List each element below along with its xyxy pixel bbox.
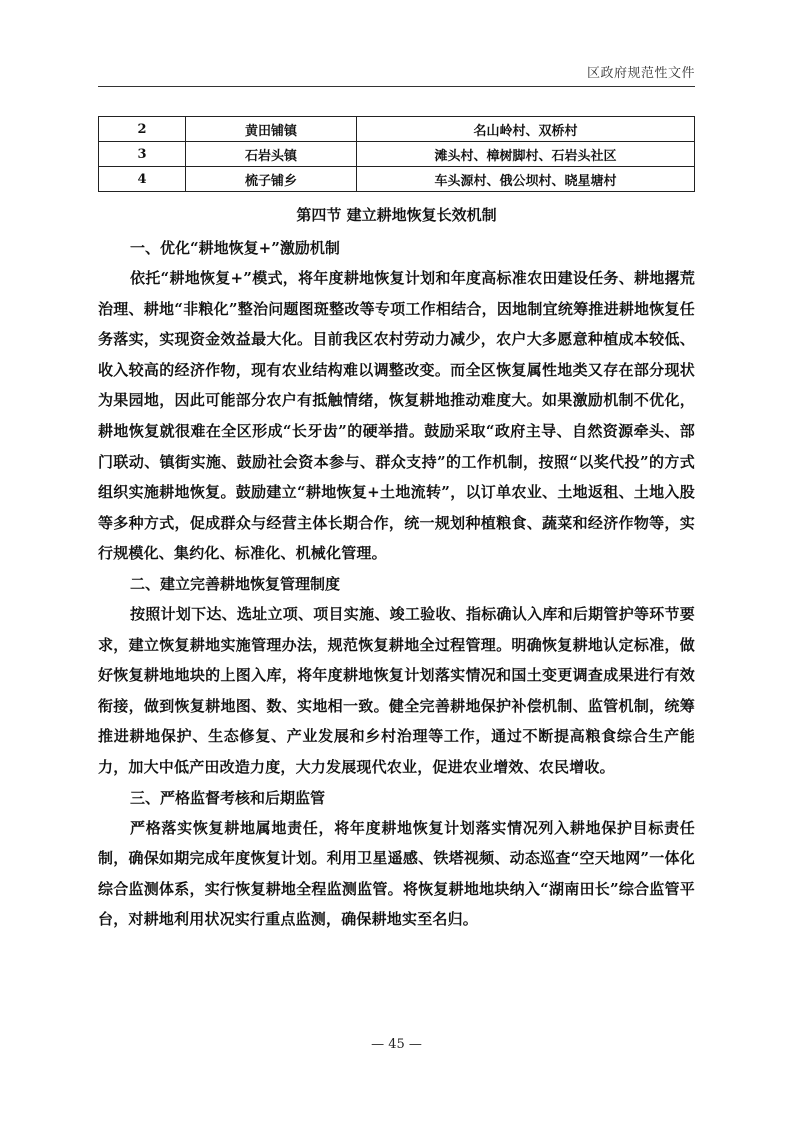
section-title: 第四节 建立耕地恢复长效机制 <box>296 206 497 224</box>
town-name: 黄田铺镇 <box>186 117 357 142</box>
header-rule <box>98 86 695 87</box>
page-number: — 45 — <box>371 1037 422 1052</box>
table-row <box>99 167 695 192</box>
document-body <box>98 198 695 935</box>
town-name: 梳子铺乡 <box>186 167 357 192</box>
subsection-paragraph-1: 依托“耕地恢复+”模式，将年度耕地恢复计划和年度高标准农田建设任务、耕地撂荒治理、耕地“非粮化”整治问题图斑整改等专项工作相结合，因地制宜统筹推进耕地恢复任务落实，实现资金效益最大化。目前我区农村劳动力减少，农户大多愿意种植成本较低、收入较高的经济作物，现有农业结构难以调整改变。而全区恢复属性地类又存在部分现状为果园地，因此可能部分农户有抵触情绪，恢复耕地推动难度大。如果激励机制不优化，耕地恢复就很难在全区形成“长牙齿”的硬举措。鼓励采取“政府主导、自然资源牵头、部门联动、镇街实施、鼓励社会资本参与、群众支持”的工作机制，按照“以奖代投”的方式组织实施耕地恢复。鼓励建立“耕地恢复+土地流转”，以订单农业、土地返租、土地入股等多种方式，促成群众与经营主体长期合作，统一规划种植粮食、蔬菜和经济作物等，实行规模化、集约化、标准化、机械化管理。 <box>98 269 695 563</box>
subsection-paragraph-3: 严格落实恢复耕地属地责任，将年度耕地恢复计划落实情况列入耕地保护目标责任制，确保如期完成年度恢复计划。利用卫星遥感、铁塔视频、动态巡查“空天地网”一体化综合监测体系，实行恢复耕地全程监测监管。将恢复耕地地块纳入“湖南田长”综合监管平台，对耕地利用状况实行重点监测，确保耕地实至名归。 <box>98 818 695 929</box>
village-list: 车头源村、俄公坝村、晓星塘村 <box>357 167 695 192</box>
page-header-label: 区政府规范性文件 <box>586 66 695 81</box>
village-table <box>98 116 695 192</box>
subsection-paragraph-2: 按照计划下达、选址立项、项目实施、竣工验收、指标确认入库和后期管护等环节要求，建立恢复耕地实施管理办法，规范恢复耕地全过程管理。明确恢复耕地认定标准，做好恢复耕地地块的上图入库，将年度耕地恢复计划落实情况和国土变更调查成果进行有效衔接，做到恢复耕地图、数、实地相一致。健全完善耕地保护补偿机制、监管机制，统筹推进耕地保护、生态修复、产业发展和乡村治理等工作，通过不断提高粮食综合生产能力，加大中低产田改造力度，大力发展现代农业，促进农业增效、农民增收。 <box>98 604 695 776</box>
row-number: 2 <box>99 117 186 142</box>
subsection-heading-1: 一、优化“耕地恢复+”激励机制 <box>130 239 340 257</box>
subsection-heading-2: 二、建立完善耕地恢复管理制度 <box>130 574 341 593</box>
subsection-heading-3: 三、严格监督考核和后期监管 <box>130 788 326 807</box>
row-number: 3 <box>99 142 186 167</box>
row-number: 4 <box>99 167 186 192</box>
town-name: 石岩头镇 <box>186 142 357 167</box>
village-list: 名山岭村、双桥村 <box>357 117 695 142</box>
village-list: 滩头村、樟树脚村、石岩头社区 <box>357 142 695 167</box>
table-row <box>99 142 695 167</box>
table-row <box>99 117 695 142</box>
